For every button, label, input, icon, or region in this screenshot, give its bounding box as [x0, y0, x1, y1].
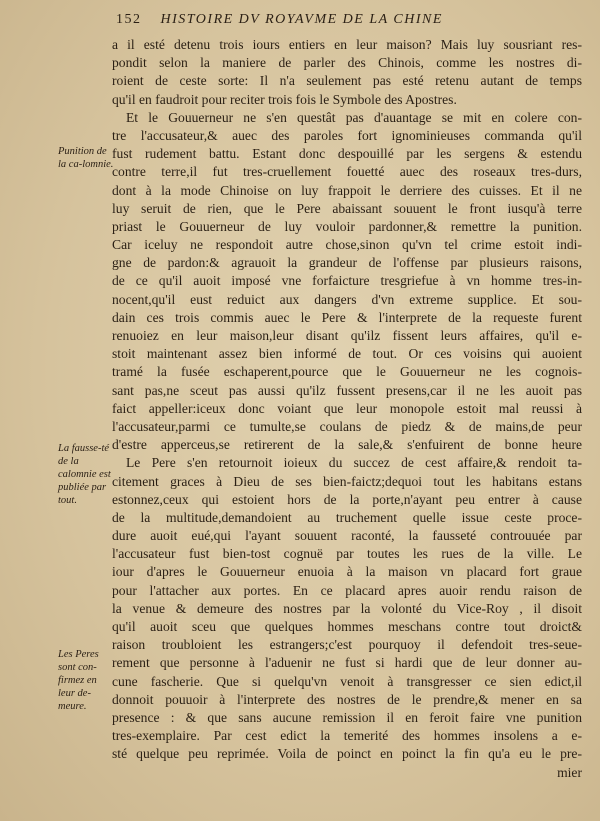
text-line: pondit selon la maniere de parler des Chinois, comme les nostres di- [112, 55, 582, 71]
text-line: de ce qu'il auoit imposé vne forfaicture tresgriefue à vn homme tres-in- [112, 273, 582, 289]
text-line: priast le Gouuerneur de luy vouloir pardonner,& remettre la punition. [112, 218, 582, 234]
text-line: a il esté detenu trois iours entiers en leur maison? Mais luy sousriant res- [112, 37, 582, 52]
text-line: sant pas,ne sceut pas aussi qu'ilz fussent presens,car il ne les auoit pas [112, 382, 582, 398]
text-line: dont à la mode Chinoise on luy frappoit le derriere des cuisses. Et il ne [112, 182, 582, 198]
text-line: renuoiez en leur maison,leur disant qu'ilz fissent leurs affaires, qu'il e- [112, 328, 582, 343]
text-line: nocent,qu'il eust reduict aux dangers d'vn extreme supplice. Et sou- [112, 291, 582, 307]
text-line: iour d'apres le Gouuerneur enuoia à la maison vn placard fort graue [112, 564, 582, 580]
text-line: fust rudement battu. Estant donc despouillé par les sergens & estendu [112, 146, 582, 162]
margin-note-punition: Punition de la ca-lomnie. [58, 146, 114, 170]
text-line: dain ces trois commis auec le Pere & l'interprete de la requeste furent [112, 309, 582, 325]
text-line: l'accusateur fust bien-tost cognuë par toutes les rues de la ville. Le [112, 546, 582, 562]
text-line: tre l'accusateur,& auec des paroles fort ignominieuses commanda qu'il [112, 127, 582, 143]
margin-note-calomnie: La fausse-té de la calomnie est publiée par tout. [58, 443, 111, 506]
text-line: Le Pere s'en retournoit ioieux du succez de cest affaire,& rendoit ta- [126, 455, 582, 471]
text-line: dure auoit eué,qui l'ayant souuent raconté, la fausseté controuuée par [112, 528, 582, 544]
text-line: qu'il auoit sceu que quelques hommes meschans contre tout droict& [112, 619, 582, 634]
text-line: estonnez,ceux qui estoient hors de la porte,n'ayant peu entrer à cause [112, 491, 582, 507]
text-line: citement graces à Dieu de ses bien-faictz;dequoi tout les habitans estans [112, 473, 582, 489]
text-line: tramé la fusée eschaperent,pource que le Gouuerneur ne les cognois- [112, 364, 582, 380]
text-line: tres-exemplaire. Par cest edict la temerité des hommes insolens a e- [112, 728, 582, 744]
text-line: pour l'attacher aux portes. En ce placard apres auoir rendu raison de [112, 582, 582, 598]
text-line: luy seruit de rien, que le Pere abaissant souuent le front iusqu'à terre [112, 200, 582, 216]
text-line: d'estre apperceus,se retirerent de la sale,& s'enfuirent de bonne heure [112, 437, 582, 453]
text-line: l'accusateur,parmi ce tumulte,se coulans de piedz & de mains,de peur [112, 418, 582, 434]
text-line: Car iceluy ne respondoit autre chose,sinon qu'vn tel crime estoit indi- [112, 237, 582, 253]
text-line: de la multitude,demandoient au truchement quelle issue ceste proce- [112, 509, 582, 525]
text-line: rement que personne à l'aduenir ne fust si hardi que de leur donner au- [112, 655, 582, 671]
text-line: raison troubloient les estrangers;c'est pourquoy il defendoit tres-seue- [112, 637, 582, 653]
text-line: roient de ceste sorte: Il n'a seulement pas esté retenu autant de temps [112, 73, 582, 89]
text-line: cune fascherie. Que si quelqu'vn venoit à transgresser ce sien edict,il [112, 673, 582, 689]
text-line: qu'il en faudroit pour reciter trois fois le Symbole des Apostres. [112, 91, 457, 107]
catchword: mier [557, 764, 582, 780]
text-line: donnoit pouuoir à l'interprete des nostres de le prendre,& mener en sa [112, 691, 582, 707]
running-title: HISTOIRE DV ROYAVME DE LA CHINE [160, 12, 443, 27]
text-line: stoit maintenant assez bien informé de tout. Or ces voisins qui auoient [112, 346, 582, 362]
running-header [116, 12, 586, 28]
text-body [112, 36, 582, 782]
text-line: Et le Gouuerneur ne s'en questât pas d'auantage se mit en colere con- [126, 109, 582, 125]
text-line: presence : & que sans aucune remission il en feroit faire vne punition [112, 709, 582, 725]
margin-note-peres: Les Peres sont con-firmez en leur de-meure. [58, 649, 99, 712]
text-line: la venue & demeure des nostres par la volonté du Vice-Roy , il disoit [112, 600, 582, 616]
text-line: sté quelque peu reprimée. Voila de poinct en poinct la fin qu'a eu le pre- [112, 746, 582, 762]
text-line: gne de pardon:& agrauoit la grandeur de l'offense par plusieurs raisons, [112, 255, 582, 271]
page-number: 152 [116, 12, 142, 27]
text-line: faict appeller:iceux donc voiant que leur monopole estoit mal reussi à [112, 400, 582, 416]
text-line: contre terre,il fut tres-cruellement fouetté auec des roseaux tres-durs, [112, 164, 582, 180]
